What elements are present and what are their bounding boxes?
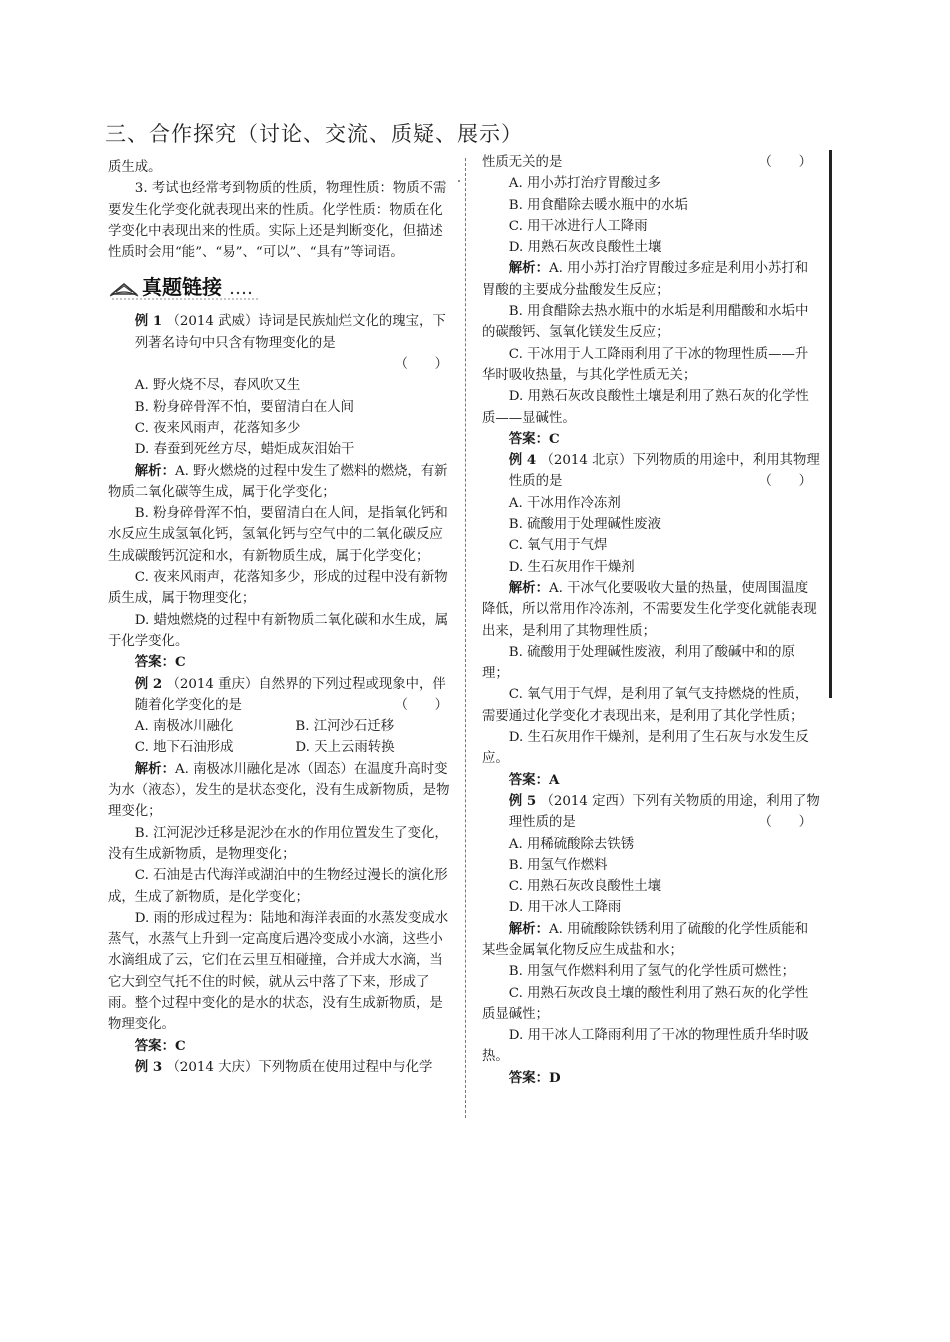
example-5-question: 例 5 （2014 定西）下列有关物质的用途，利用了物理性质的是 [508,792,820,831]
example-1-paren-row [108,354,456,375]
analysis-paragraph: C. 用熟石灰改良土壤的酸性利用了熟石灰的化学性质显碱性； [482,985,809,1022]
option-a: A. 干冰用作冷冻剂 [508,495,621,511]
section-title-block [108,265,456,305]
analysis-paragraph: 解析：A. 用硫酸除铁锈利用了硫酸的化学性质能和某些金属氧化物反应生成盐和水； [482,920,809,958]
answer-paren: （ ） [758,815,812,831]
option-b: B. 用氢气作燃料 [508,857,608,873]
option-d: D. 用熟石灰改良酸性土壤 [508,240,662,256]
answer-line: 答案：C [508,430,560,447]
analysis-paragraph: D. 生石灰用作干燥剂，是利用了生石灰与水发生反应。 [482,730,809,767]
answer-line: 答案：C [134,654,186,671]
answer-line: 答案：D [508,1069,561,1086]
analysis-paragraph: C. 夜来风雨声，花落知多少，形成的过程中没有新物质生成，属于物理变化； [108,570,448,607]
scan-speck [458,180,460,182]
analysis-paragraph: 解析：A. 干冰气化要吸收大量的热量，使周围温度降低，所以常用作冷冻剂，不需要发生化学变化就能表现出来，是利用了其物理性质； [482,579,817,639]
answer-paren: （ ） [758,155,812,170]
answer-paren: （ ） [758,474,812,490]
answer-line: 答案：C [134,1037,186,1054]
answer-paren: （ ） [394,357,448,373]
left-column [108,157,456,1078]
option-d: D. 春蚕到死丝方尽，蜡炬成灰泪始干 [134,442,355,458]
option-c: C. 氧气用于气焊 [508,538,608,554]
example-2-question: 例 2 （2014 重庆）自然界的下列过程或现象中，伴随着化学变化的是 （ ） [108,674,456,717]
analysis-paragraph: B. 用食醋除去热水瓶中的水垢是利用醋酸和水垢中的碳酸钙、氢氧化镁发生反应； [482,304,809,341]
analysis-paragraph: C. 干冰用于人工降雨利用了干冰的物理性质——升华时吸收热量，与其化学性质无关； [482,346,809,383]
analysis-paragraph: C. 石油是古代海洋或湖泊中的生物经过漫长的演化形成，生成了新物质，是化学变化； [108,868,448,905]
option-a: A. 用稀硫酸除去铁锈 [508,836,635,852]
option-a: A. 野火烧不尽，春风吹又生 [134,378,301,394]
option-d: D. 生石灰用作干燥剂 [508,559,635,575]
example-4-paren-row [482,471,820,492]
option-row: A. 南极冰川融化 B. 江河沙石迁移 [134,719,395,735]
option-b: B. 粉身碎骨浑不怕，要留清白在人间 [134,399,355,415]
analysis-paragraph: 解析：A. 野火燃烧的过程中发生了燃料的燃烧，有新物质二氧化碳等生成，属于化学变化； [108,462,448,500]
section-title: 真题链接 [142,275,222,300]
intro-paragraph: 3. 考试也经常考到物质的性质，物理性质：物质不需要发生化学变化就表现出来的性质。化学性质：物质在化学变化中表现出来的性质。实际上还是判断变化，但描述性质时会用“能”、“易”、“可以”、“具有”等词语。 [108,181,447,261]
answer-line: 答案：A [508,771,560,788]
example-3-question-start: 例 3 （2014 大庆）下列物质在使用过程中与化学 [134,1058,433,1075]
book-logo-icon [108,266,268,304]
example-3-question-cont: 性质无关的是 （ ） [482,152,820,173]
example-5-paren-row [482,812,820,833]
option-b: B. 硫酸用于处理碱性废液 [508,517,662,533]
section-heading: 三、合作探究（讨论、交流、质疑、展示） [105,122,523,146]
analysis-paragraph: C. 氧气用于气焊，是利用了氧气支持燃烧的性质，需要通过化学变化才表现出来，是利用了其化学性质； [482,687,809,724]
analysis-paragraph: 解析：A. 用小苏打治疗胃酸过多症是利用小苏打和胃酸的主要成分盐酸发生反应； [482,260,809,298]
right-column [482,152,820,1089]
analysis-paragraph: D. 蜡烛燃烧的过程中有新物质二氧化碳和水生成，属于化学变化。 [108,612,449,649]
option-c: C. 用熟石灰改良酸性土壤 [508,879,661,895]
analysis-paragraph: B. 硫酸用于处理碱性废液，利用了酸碱中和的原理； [482,644,795,682]
analysis-paragraph: D. 用熟石灰改良酸性土壤是利用了熟石灰的化学性质——显碱性。 [482,389,809,426]
scan-edge [829,150,832,698]
analysis-paragraph: B. 用氢气作燃料利用了氢气的化学性质可燃性； [508,964,795,980]
example-4-question: 例 4 （2014 北京）下列物质的用途中，利用其物理性质的是 [508,452,820,490]
intro-line: 质生成。 [108,160,162,175]
analysis-paragraph: D. 用干冰人工降雨利用了干冰的物理性质升华时吸热。 [482,1028,809,1065]
option-b: B. 用食醋除去暖水瓶中的水垢 [508,197,688,213]
option-a: A. 用小苏打治疗胃酸过多 [508,176,661,192]
analysis-paragraph: B. 江河泥沙迁移是泥沙在水的作用位置发生了变化，没有生成新物质，是物理变化； [108,825,448,862]
column-divider [465,158,466,1118]
analysis-paragraph: 解析：A. 南极冰川融化是冰（固态）在温度升高时变为水（液态），发生的是状态变化，没有生成新物质，是物理变化； [108,760,450,820]
option-d: D. 用干冰人工降雨 [508,900,622,916]
example-1-question: 例 1 （2014 武威）诗词是民族灿烂文化的瑰宝，下列著名诗句中只含有物理变化的是 [134,313,446,351]
option-row: C. 地下石油形成 D. 天上云雨转换 [134,740,395,756]
answer-paren: （ ） [394,697,448,713]
analysis-paragraph: D. 雨的形成过程为：陆地和海洋表面的水蒸发变成水蒸气，水蒸气上升到一定高度后遇冷变成小水滴，这些小水滴组成了云，它们在云里互相碰撞，合并成大水滴，当它大到空气托不住的时候，就从云中落了下来，形成了雨。整个过程中变化的是水的状态，没有生成新物质，是物理变化。 [108,910,449,1033]
option-c: C. 夜来风雨声，花落知多少 [134,420,301,436]
option-c: C. 用干冰进行人工降雨 [508,218,648,234]
analysis-paragraph: B. 粉身碎骨浑不怕，要留清白在人间，是指氧化钙和水反应生成氢氧化钙，氢氧化钙与空气中的二氧化碳反应生成碳酸钙沉淀和水，有新物质生成，属于化学变化； [108,506,448,564]
